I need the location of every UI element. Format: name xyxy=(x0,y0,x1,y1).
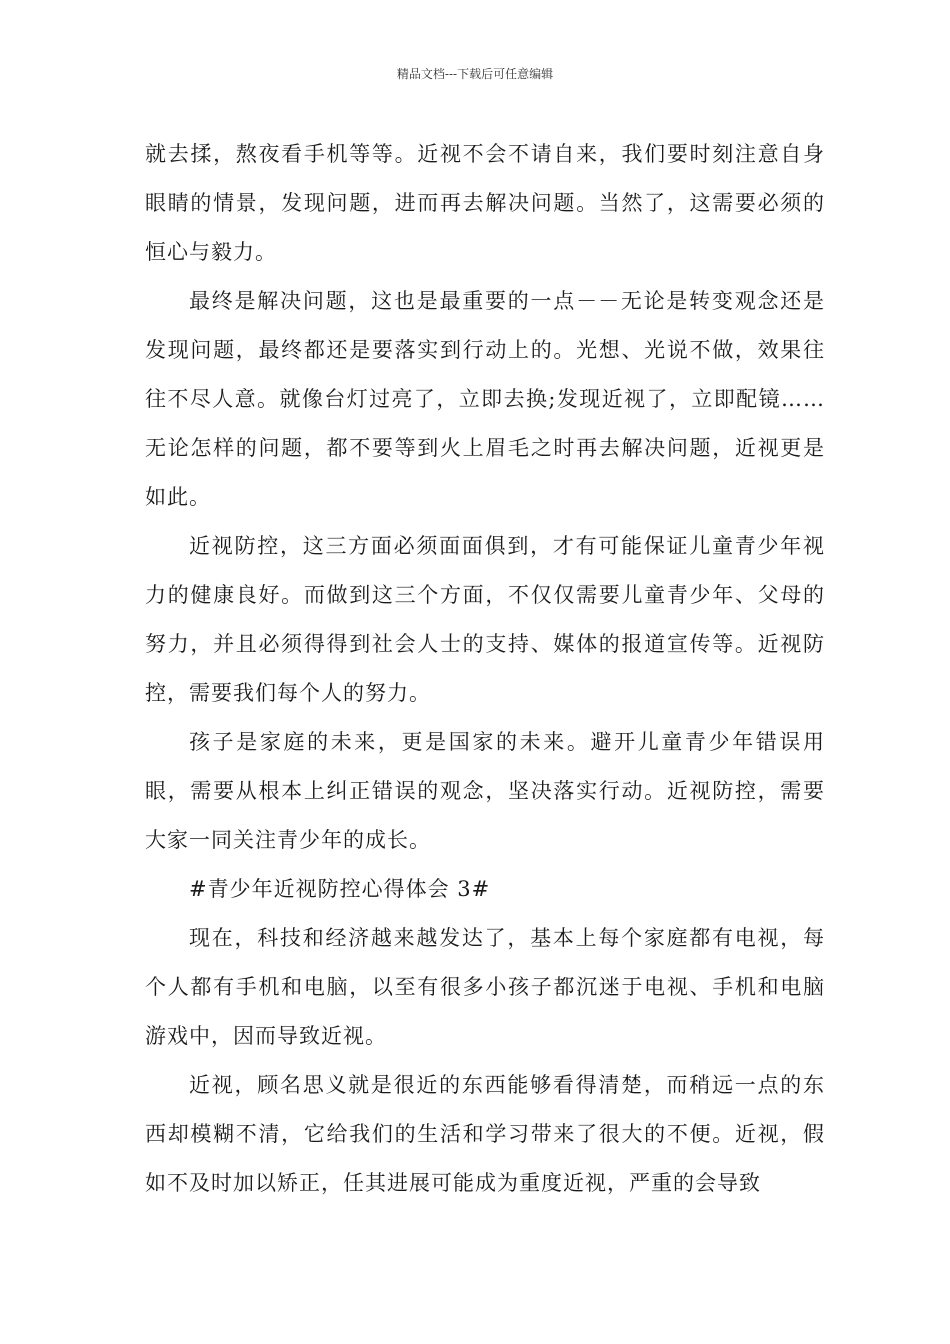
section-heading: #青少年近视防控心得体会 3# xyxy=(189,877,491,901)
paragraph: 近视防控，这三方面必须面面俱到，才有可能保证儿童青少年视力的健康良好。而做到这三个方面，不仅仅需要儿童青少年、父母的努力，并且必须得得到社会人士的支持、媒体的报道宣传等。近视防控，需要我们每个人的努力。 xyxy=(145,534,825,705)
paragraph: 近视，顾名思义就是很近的东西能够看得清楚，而稍远一点的东西却模糊不清，它给我们的生活和学习带来了很大的不便。近视，假如不及时加以矫正，任其进展可能成为重度近视，严重的会导致 xyxy=(145,1073,825,1195)
paragraph: 现在，科技和经济越来越发达了，基本上每个家庭都有电视，每个人都有手机和电脑，以至有很多小孩子都沉迷于电视、手机和电脑游戏中，因而导致近视。 xyxy=(145,926,825,1048)
running-header: 精品文档---下载后可任意编辑 xyxy=(396,67,554,81)
paragraph-continuation: 就去揉，熬夜看手机等等。近视不会不请自来，我们要时刻注意自身眼睛的情景，发现问题，进而再去解决问题。当然了，这需要必须的恒心与毅力。 xyxy=(145,142,825,264)
paragraph: 孩子是家庭的未来，更是国家的未来。避开儿童青少年错误用眼，需要从根本上纠正错误的观念，坚决落实行动。近视防控，需要大家一同关注青少年的成长。 xyxy=(145,730,825,852)
paragraph: 最终是解决问题，这也是最重要的一点－－无论是转变观念还是发现问题，最终都还是要落实到行动上的。光想、光说不做，效果往往不尽人意。就像台灯过亮了，立即去换;发现近视了，立即配镜……无论怎样的问题，都不要等到火上眉毛之时再去解决问题，近视更是如此。 xyxy=(145,289,825,509)
body-text xyxy=(145,130,825,1208)
